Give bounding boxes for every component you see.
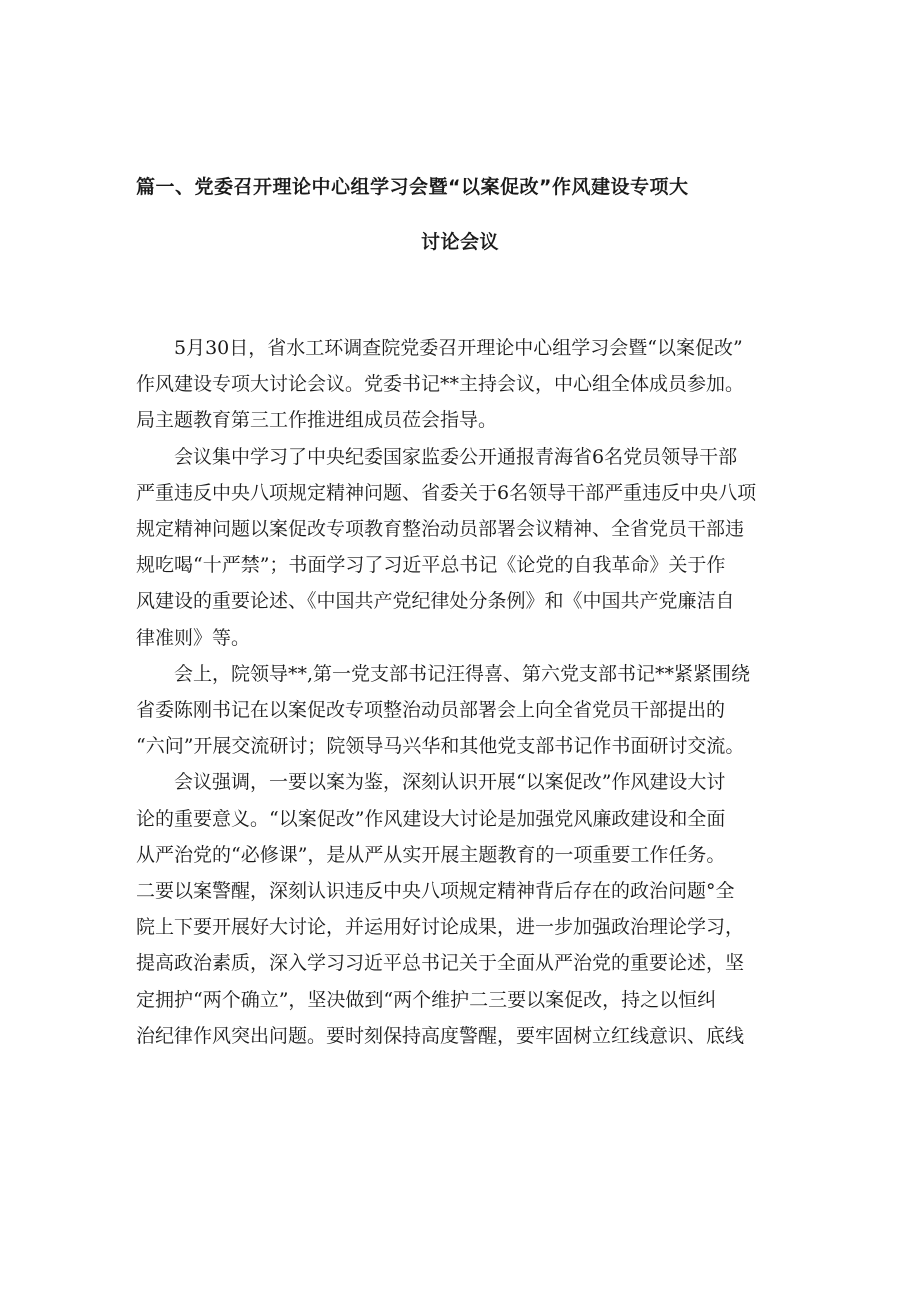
document-title-line-2: 讨论会议	[420, 231, 499, 253]
paragraph-line: 局主题教育第三工作推进组成员莅会指导。	[136, 409, 498, 432]
paragraph-line: 二要以案警醒，深刻认识违反中央八项规定精神背后存在的政治问题°全	[136, 880, 735, 903]
paragraph-line: 5月30日，省水工环调查院党委召开理论中心组学习会暨“以案促改”	[174, 337, 743, 359]
paragraph-line: 会议集中学习了中央纪委国家监委公开通报青海省6名党员领导干部	[174, 445, 738, 468]
paragraph-line: 定拥护“两个确立”，坚决做到“两个维护二三要以案促改，持之以恒纠	[136, 988, 717, 1011]
paragraph-line: 从严治党的“必修课”，是从严从实开展主题教育的一项重要工作任务。	[136, 843, 726, 866]
paragraph-line: “六问”开展交流研讨；院领导马兴华和其他党支部书记作书面研讨交流。	[136, 735, 745, 758]
paragraph-line: 论的重要意义。“以案促改”作风建设大讨论是加强党风廉政建设和全面	[136, 807, 726, 830]
paragraph-line: 会上，院领导**,第一党支部书记汪得喜、第六党支部书记**紧紧围绕	[174, 662, 751, 685]
document-body	[136, 330, 784, 1054]
paragraph-line: 提高政治素质，深入学习习近平总书记关于全面从严治党的重要论述，坚	[136, 952, 745, 975]
paragraph-line: 律准则》等。	[136, 626, 251, 649]
paragraph-line: 规吃喝“十严禁”；书面学习了习近平总书记《论党的自我革命》关于作	[136, 554, 726, 577]
paragraph-line: 严重违反中央八项规定精神问题、省委关于6名领导干部严重违反中央八项	[136, 481, 757, 504]
paragraph-line: 会议强调，一要以案为鉴，深刻认识开展“以案促改”作风建设大讨	[174, 771, 726, 794]
paragraph-2	[136, 439, 784, 656]
paragraph-line: 风建设的重要论述、《中国共产党纪律处分条例》和《中国共产党廉洁自	[136, 590, 735, 613]
paragraph-1	[136, 330, 784, 439]
paragraph-3	[136, 656, 784, 765]
paragraph-line: 治纪律作风突出问题。要时刻保持高度警醒，要牢固树立红线意识、底线	[136, 1024, 745, 1047]
paragraph-line: 作风建设专项大讨论会议。党委书记**主持会议，中心组全体成员参加。	[136, 373, 745, 396]
paragraph-line: 规定精神问题以案促改专项教育整治动员部署会议精神、全省党员干部违	[136, 518, 745, 541]
paragraph-4	[136, 764, 784, 1054]
paragraph-line: 院上下要开展好大讨论，并运用好讨论成果，进一步加强政治理论学习，	[136, 916, 745, 939]
paragraph-line: 省委陈刚书记在以案促改专项整治动员部署会上向全省党员干部提出的	[136, 699, 726, 722]
document-title-line-1: 篇一、党委召开理论中心组学习会暨“以案促改”作风建设专项大	[136, 176, 689, 198]
